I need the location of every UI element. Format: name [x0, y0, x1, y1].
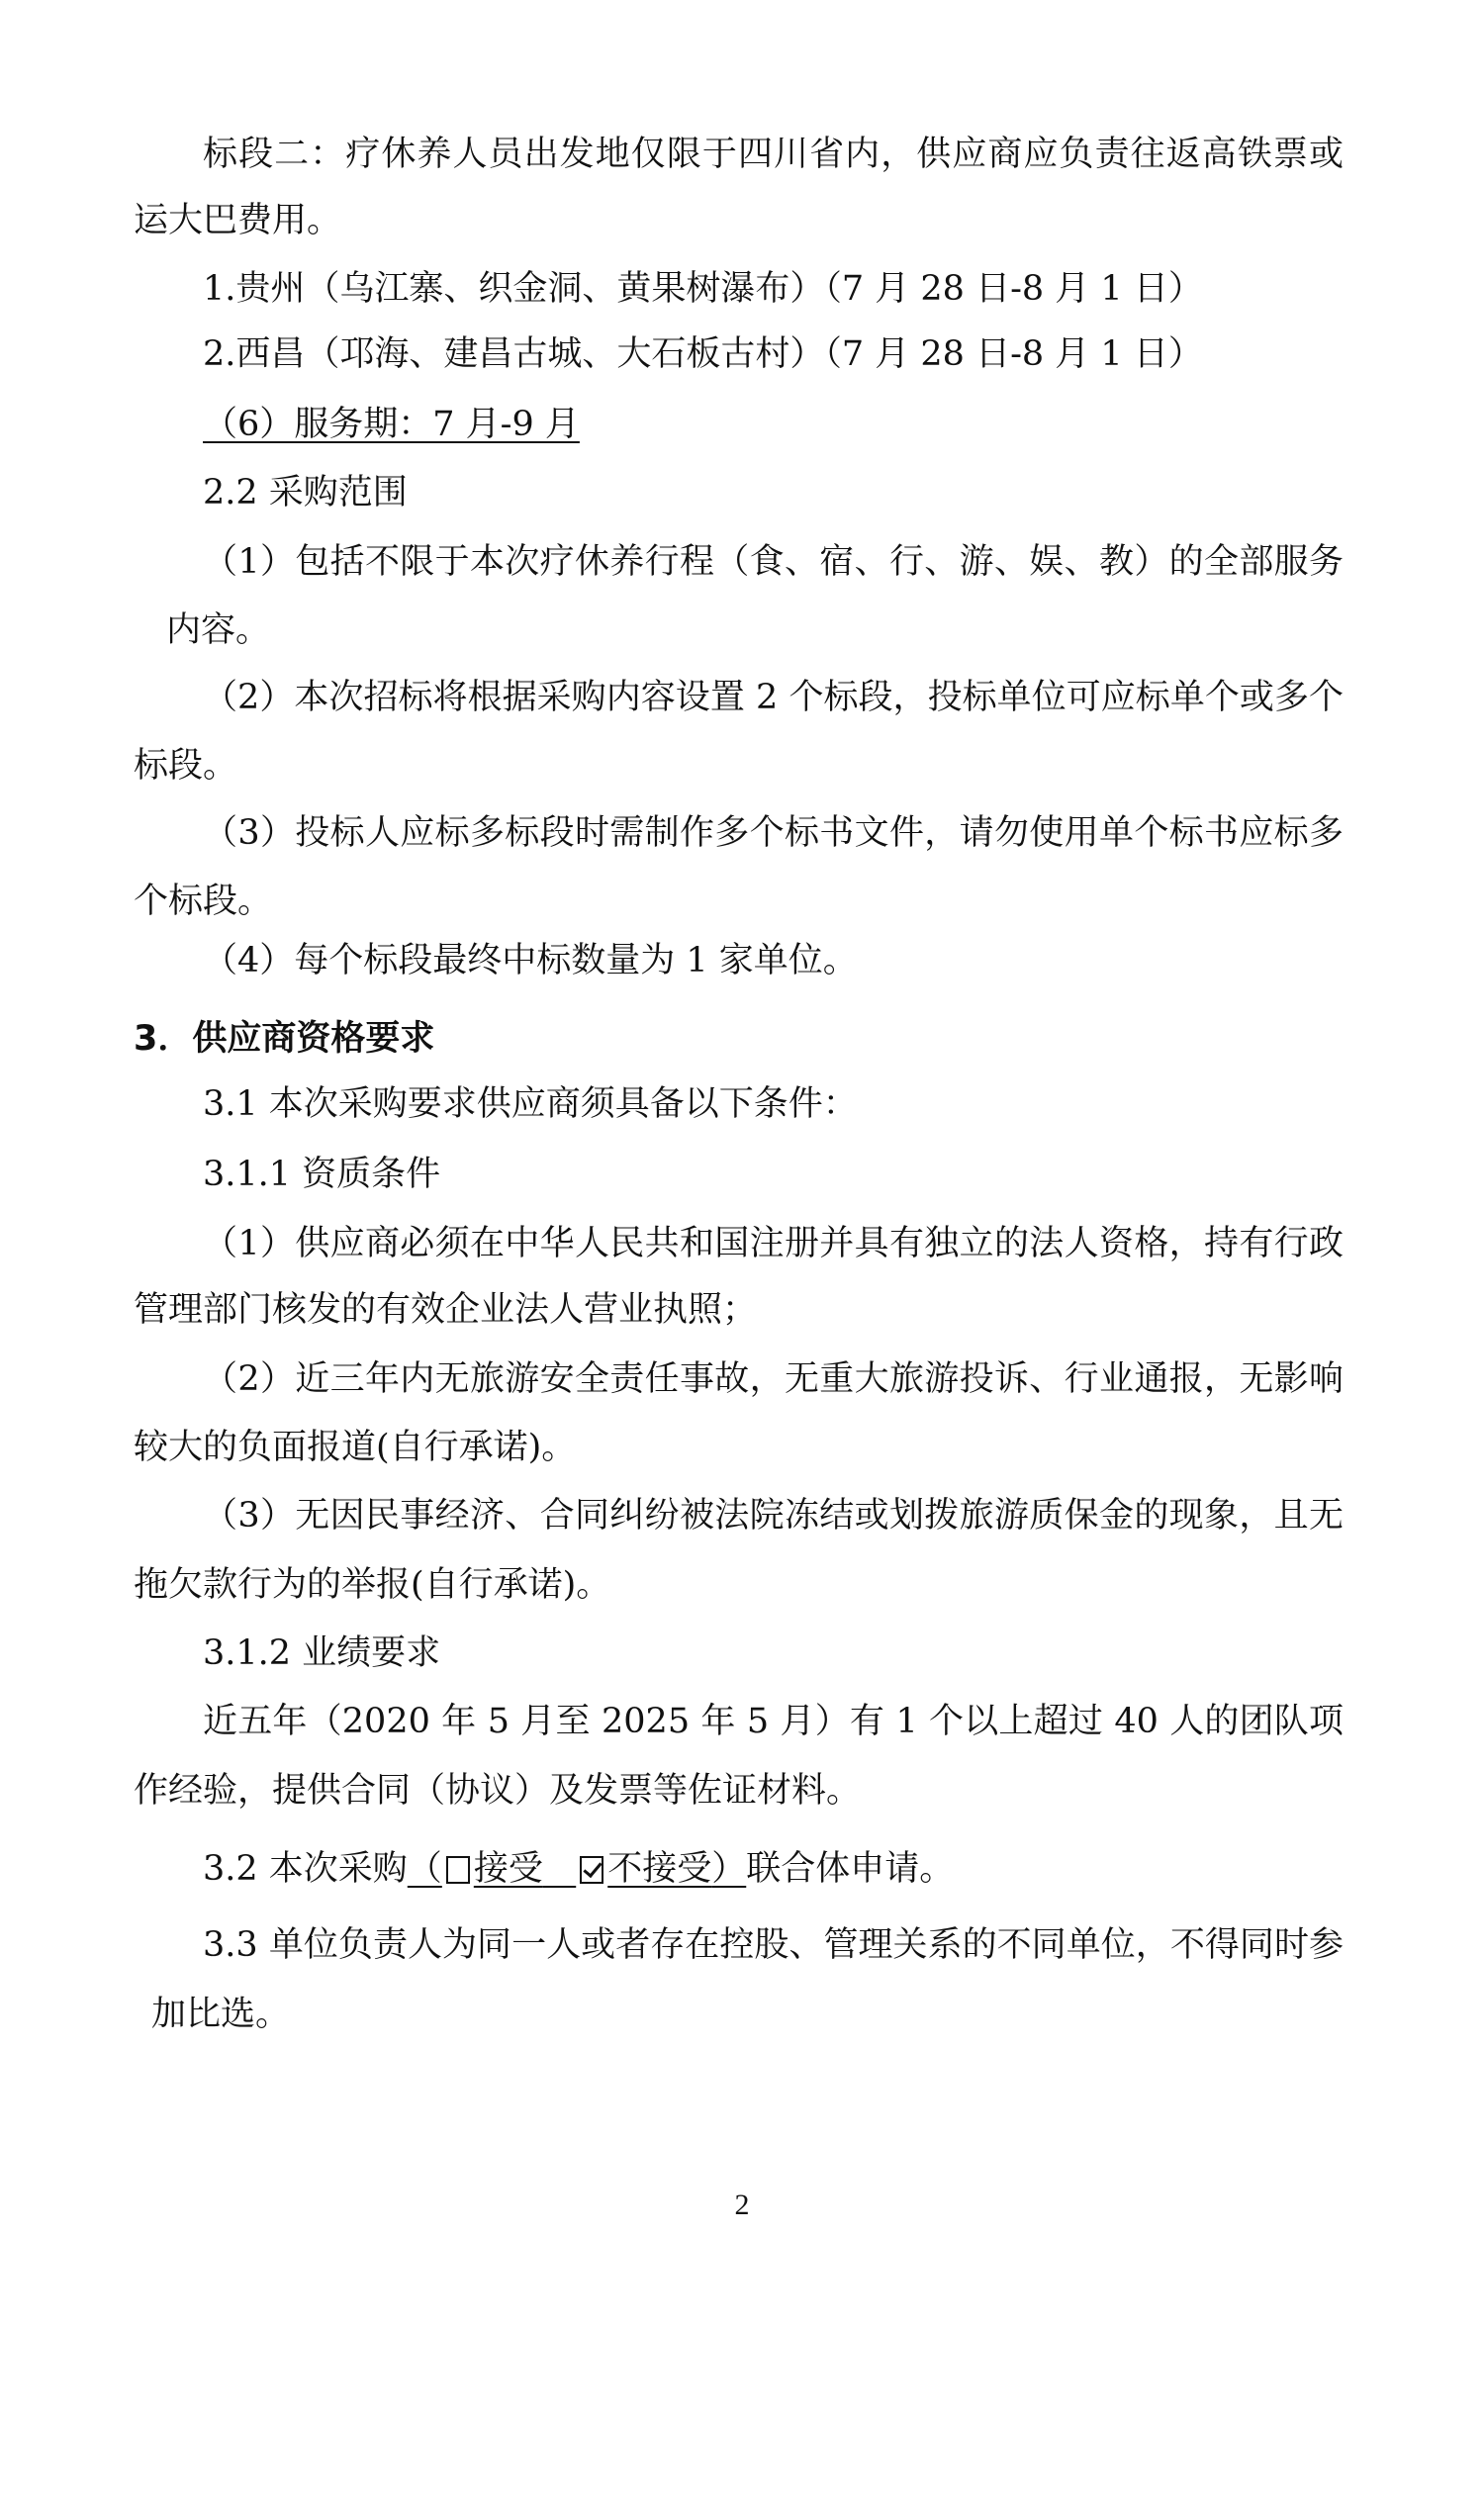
- checkbox-accept-unchecked-icon: [446, 1856, 470, 1884]
- paragraph-line: 近五年（2020 年 5 月至 2025 年 5 月）有 1 个以上超过 40 人的团队项: [203, 1702, 1344, 1741]
- open-paren: （: [407, 1849, 442, 1889]
- page-number: 2: [734, 2188, 750, 2221]
- section-title: 3．供应商资格要求: [134, 1019, 435, 1059]
- close-paren: ）: [711, 1849, 747, 1889]
- consortium-prefix: 3.2 本次采购: [203, 1849, 408, 1889]
- paragraph-line: （4）每个标段最终中标数量为 1 家单位。: [203, 941, 858, 980]
- paragraph-line: 标段二：疗休养人员出发地仅限于四川省内，供应商应负责往返高铁票或: [203, 135, 1344, 174]
- paragraph-line: （2）近三年内无旅游安全责任事故，无重大旅游投诉、行业通报，无影响: [203, 1359, 1344, 1399]
- subsection-heading: 3.1.2 业绩要求: [203, 1633, 441, 1673]
- service-period: （6）服务期：7 月-9 月: [203, 405, 580, 444]
- consortium-line: [203, 1847, 954, 1891]
- paragraph-line: 管理部门核发的有效企业法人营业执照；: [134, 1290, 758, 1330]
- reject-label: 不接受: [607, 1849, 712, 1889]
- paragraph-line: 3.3 单位负责人为同一人或者存在控股、管理关系的不同单位，不得同时参: [203, 1925, 1344, 1965]
- paragraph-line: 个标段。: [134, 882, 273, 921]
- paragraph-line: （1）供应商必须在中华人民共和国注册并具有独立的法人资格，持有行政: [203, 1224, 1344, 1263]
- section-heading: 2.2 采购范围: [203, 473, 408, 512]
- paragraph-line: 标段。: [134, 746, 238, 786]
- paragraph-line: 加比选。: [151, 1995, 291, 2034]
- paragraph-line: 运大巴费用。: [134, 201, 342, 240]
- list-item: 1.贵州（乌江寨、织金洞、黄果树瀑布）（7 月 28 日-8 月 1 日）: [203, 269, 1203, 309]
- paragraph-line: （1）包括不限于本次疗休养行程（食、宿、行、游、娱、教）的全部服务: [203, 542, 1344, 582]
- paragraph-line: 作经验，提供合同（协议）及发票等佐证材料。: [134, 1771, 862, 1811]
- subsection-heading: 3.1.1 资质条件: [203, 1155, 441, 1194]
- paragraph-line: 拖欠款行为的举报(自行承诺)。: [134, 1565, 611, 1605]
- paragraph-line: （3）投标人应标多标段时需制作多个标书文件，请勿使用单个标书应标多: [203, 813, 1344, 853]
- accept-label: 接受: [473, 1849, 543, 1889]
- consortium-suffix: 联合体申请。: [746, 1849, 955, 1889]
- list-item: 2.西昌（邛海、建昌古城、大石板古村）（7 月 28 日-8 月 1 日）: [203, 334, 1203, 374]
- paragraph-line: 较大的负面报道(自行承诺)。: [134, 1428, 577, 1467]
- paragraph-line: 内容。: [166, 610, 271, 650]
- paragraph-line: （2）本次招标将根据采购内容设置 2 个标段，投标单位可应标单个或多个: [203, 678, 1344, 717]
- paragraph-line: （3）无因民事经济、合同纠纷被法院冻结或划拨旅游质保金的现象，且无: [203, 1496, 1344, 1536]
- consortium-options: [408, 1849, 746, 1889]
- paragraph-line: 3.1 本次采购要求供应商须具备以下条件：: [203, 1084, 858, 1124]
- checkbox-reject-checked-icon: [580, 1856, 603, 1884]
